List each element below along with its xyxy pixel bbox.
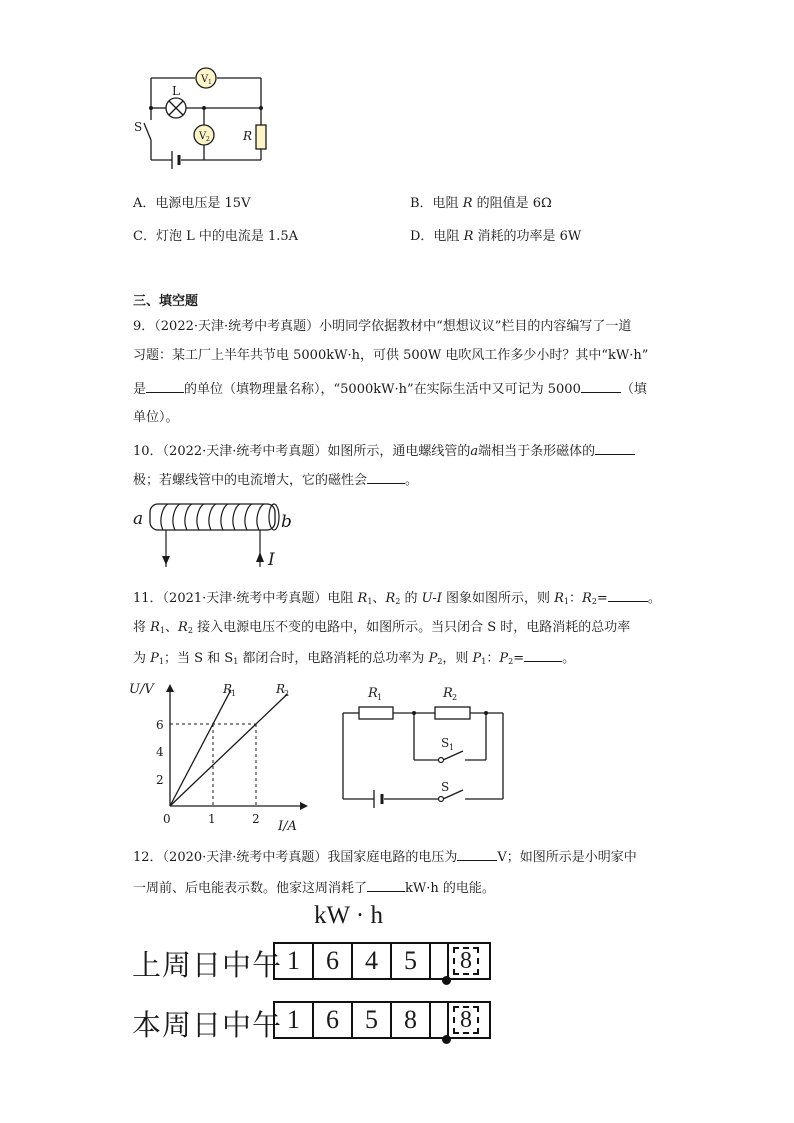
q10-line2: 极；若螺线管中的电流增大，它的磁性会 。 <box>133 473 419 488</box>
q12-line2: 一周前、后电能表示数。他家这周消耗了 kW·h 的电能。 <box>133 881 495 896</box>
decimal-point <box>442 1035 451 1044</box>
solenoid-label-b: b <box>281 512 292 532</box>
q12-blank-1 <box>457 848 497 861</box>
resistor-r1 <box>359 707 393 719</box>
solenoid-label-a: a <box>133 509 144 529</box>
v1-sub: 1 <box>208 79 212 86</box>
r2-sub: 2 <box>452 693 458 702</box>
meter-digit: 6 <box>312 1001 353 1039</box>
q11-line2: 将 $R_1$、$R_2$ 接入电源电压不变的电路中，如图所示。当只闭合 S 时，电路消耗的总功率 <box>133 620 631 635</box>
meter-row-label: 上周日中午 <box>132 948 283 982</box>
resistor-r2 <box>435 707 470 719</box>
x-tick-0: 0 <box>163 812 171 826</box>
q9-line1: 9．（2022·天津·统考中考真题）小明同学依据教材中“想想议议”栏目的内容编写了一道 <box>133 319 632 334</box>
meter-digit: 1 <box>273 1001 314 1039</box>
resistor-label: R <box>243 129 253 143</box>
y-tick-2: 2 <box>156 773 164 787</box>
q12-line1: 12．（2020·天津·统考中考真题）我国家庭电路的电压为 V；如图所示是小明家中 <box>133 850 637 865</box>
r1-label: R <box>368 686 378 701</box>
meter-digit: 5 <box>390 942 431 980</box>
x-tick-2: 2 <box>252 812 260 826</box>
meter-digit: 1 <box>273 942 314 980</box>
q12-blank-2 <box>367 879 405 892</box>
r1-sub: 1 <box>377 693 383 702</box>
meter-digit: 8 <box>390 1001 431 1039</box>
v1-label: V <box>201 74 209 85</box>
q11-line1: 11．（2021·天津·统考中考真题）电阻 $R_1$、$R_2$ 的 U-I 图象如图所示，则 $R_1$：$R_2=$ 。 <box>133 591 661 606</box>
s1-sub: 1 <box>449 743 455 752</box>
q10-line1: 10．（2022·天津·统考中考真题）如图所示，通电螺线管的a端相当于条形磁体的 <box>133 442 635 461</box>
line-r2-label: R <box>276 682 286 696</box>
meter-row-label: 本周日中午 <box>132 1008 283 1042</box>
q9-line3: 是 的单位（填物理量名称），“5000kW·h”在实际生活中又可记为 5000 （填 <box>133 382 647 397</box>
y-tick-6: 6 <box>156 718 164 732</box>
meter-digit: 4 <box>351 942 392 980</box>
meter-digit: 6 <box>312 942 353 980</box>
option-c: C．灯泡 L 中的电流是 1.5A <box>133 229 299 244</box>
s1-label: S <box>441 736 450 750</box>
option-d: D．电阻 R 消耗的功率是 6W <box>410 229 582 244</box>
section-title: 三、填空题 <box>133 294 199 309</box>
meter-decimal-digit: 8 <box>447 1001 491 1039</box>
q11-line3: 为 $P_1$；当 S 和 $S_1$ 都闭合时，电路消耗的总功率为 $P_2$，则 $P_1$：$P_2=$ 。 <box>133 651 576 666</box>
y-axis-label: U/V <box>129 682 154 697</box>
decimal-point <box>442 976 451 985</box>
q9-line4: 单位）。 <box>133 410 179 425</box>
r2-label: R <box>443 686 453 701</box>
q9-line2: 习题：某工厂上半年共节电 5000kW·h，可供 500W 电吹风工作多少小时？其中“kW·h” <box>133 348 649 363</box>
meter-digit: 5 <box>351 1001 392 1039</box>
switch-label: S <box>134 120 143 134</box>
v2-label: V <box>199 131 207 142</box>
meter-decimal-digit: 8 <box>447 942 491 980</box>
y-tick-4: 4 <box>156 745 164 759</box>
x-tick-1: 1 <box>208 812 216 826</box>
option-a: A．电源电压是 15V <box>133 196 251 211</box>
meter-unit: kW · h <box>314 902 383 929</box>
solenoid-label-i: I <box>268 550 275 570</box>
line-r1-sub: 1 <box>231 689 237 698</box>
lamp-label: L <box>172 84 180 98</box>
x-axis-label: I/A <box>278 819 297 834</box>
line-r1-label: R <box>223 682 233 696</box>
s-label: S <box>441 780 450 794</box>
option-b: B．电阻 R 的阻值是 6Ω <box>410 196 552 211</box>
v2-sub: 2 <box>206 136 210 143</box>
line-r2-sub: 2 <box>284 689 290 698</box>
